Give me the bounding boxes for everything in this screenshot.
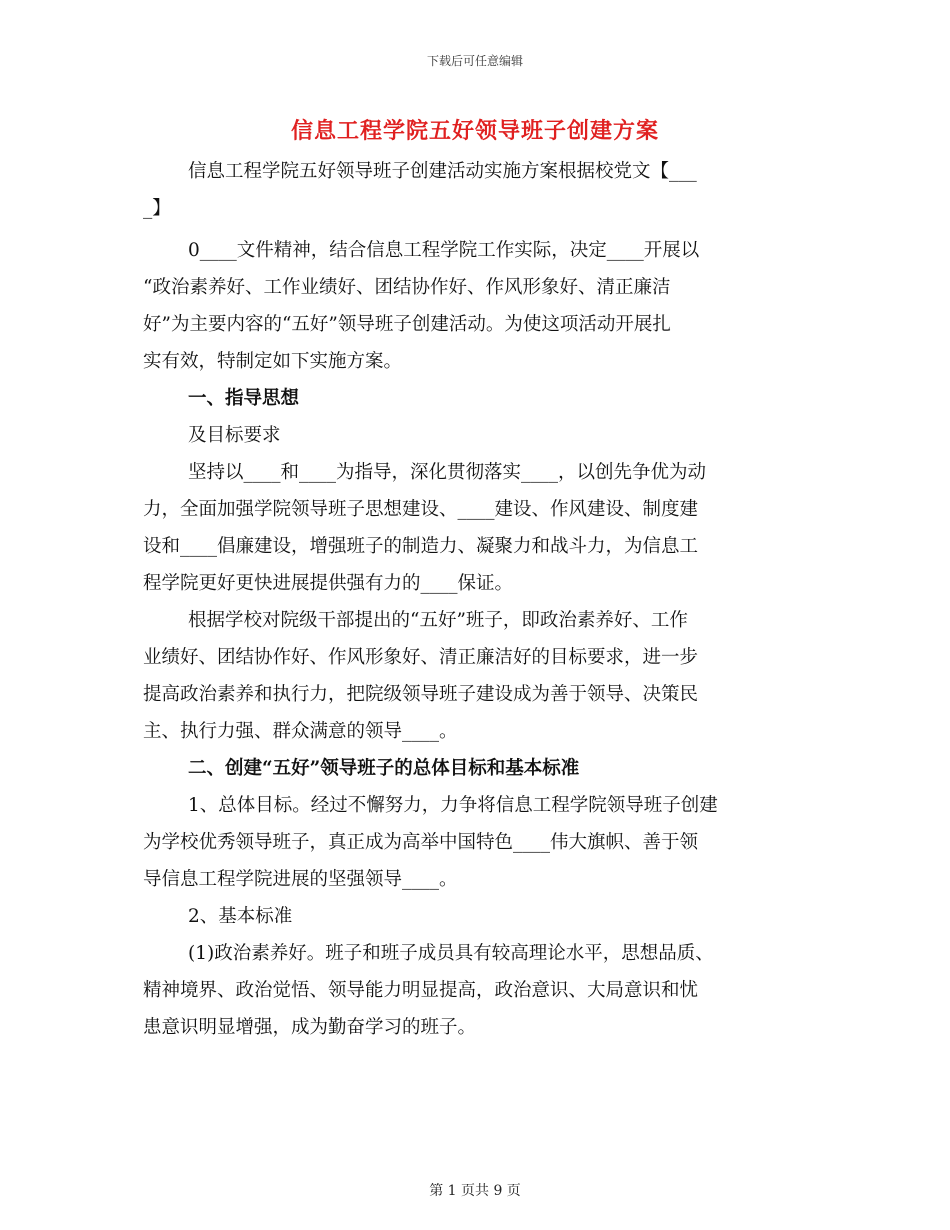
paragraph-line: 为学校优秀领导班子，真正成为高举中国特色____伟大旗帜、善于领 — [143, 832, 699, 853]
paragraph-line: 好”为主要内容的“五好”领导班子创建活动。为使这项活动开展扎 — [143, 314, 671, 335]
document-title: 信息工程学院五好领导班子创建方案 — [290, 118, 659, 144]
paragraph-line: 实有效，特制定如下实施方案。 — [143, 351, 403, 372]
paragraph-line: 0____文件精神，结合信息工程学院工作实际，决定____开展以 — [188, 240, 700, 261]
paragraph-line: 坚持以____和____为指导，深化贯彻落实____，以创先争优为动 — [188, 462, 707, 483]
document-body — [143, 153, 803, 1046]
paragraph-line: 信息工程学院五好领导班子创建活动实施方案根据校党文【___ — [188, 161, 697, 182]
paragraph-line: 主、执行力强、群众满意的领导____。 — [143, 721, 458, 742]
paragraph-line: 程学院更好更快进展提供强有力的____保证。 — [143, 573, 514, 594]
paragraph-line: 业绩好、团结协作好、作风形象好、清正廉洁好的目标要求，进一步 — [143, 647, 699, 668]
paragraph-line: 及目标要求 — [188, 425, 281, 446]
paragraph-line: 精神境界、政治觉悟、领导能力明显提高，政治意识、大局意识和忧 — [143, 980, 699, 1001]
paragraph-line: _】 — [143, 198, 171, 219]
page-footer: 第 1 页共 9 页 — [429, 1183, 521, 1199]
paragraph-line: (1)政治素养好。班子和班子成员具有较高理论水平，思想品质、 — [188, 943, 714, 964]
paragraph-line: 患意识明显增强，成为勤奋学习的班子。 — [143, 1017, 477, 1038]
section-heading: 一、指导思想 — [188, 388, 300, 409]
paragraph-line: 2、基本标准 — [188, 906, 293, 927]
paragraph-line: “政治素养好、工作业绩好、团结协作好、作风形象好、清正廉洁 — [143, 277, 671, 298]
paragraph-line: 导信息工程学院进展的坚强领导____。 — [143, 869, 458, 890]
section-heading: 二、创建“五好”领导班子的总体目标和基本标准 — [188, 758, 580, 779]
paragraph-line: 根据学校对院级干部提出的“五好”班子，即政治素养好、工作 — [188, 610, 688, 631]
paragraph-line: 力，全面加强学院领导班子思想建设、____建设、作风建设、制度建 — [143, 499, 699, 520]
paragraph-line: 1、总体目标。经过不懈努力，力争将信息工程学院领导班子创建 — [188, 795, 718, 816]
header-note: 下载后可任意编辑 — [426, 54, 523, 68]
paragraph-line: 提高政治素养和执行力，把院级领导班子建设成为善于领导、决策民 — [143, 684, 699, 705]
paragraph-line: 设和____倡廉建设，增强班子的制造力、凝聚力和战斗力，为信息工 — [143, 536, 699, 557]
